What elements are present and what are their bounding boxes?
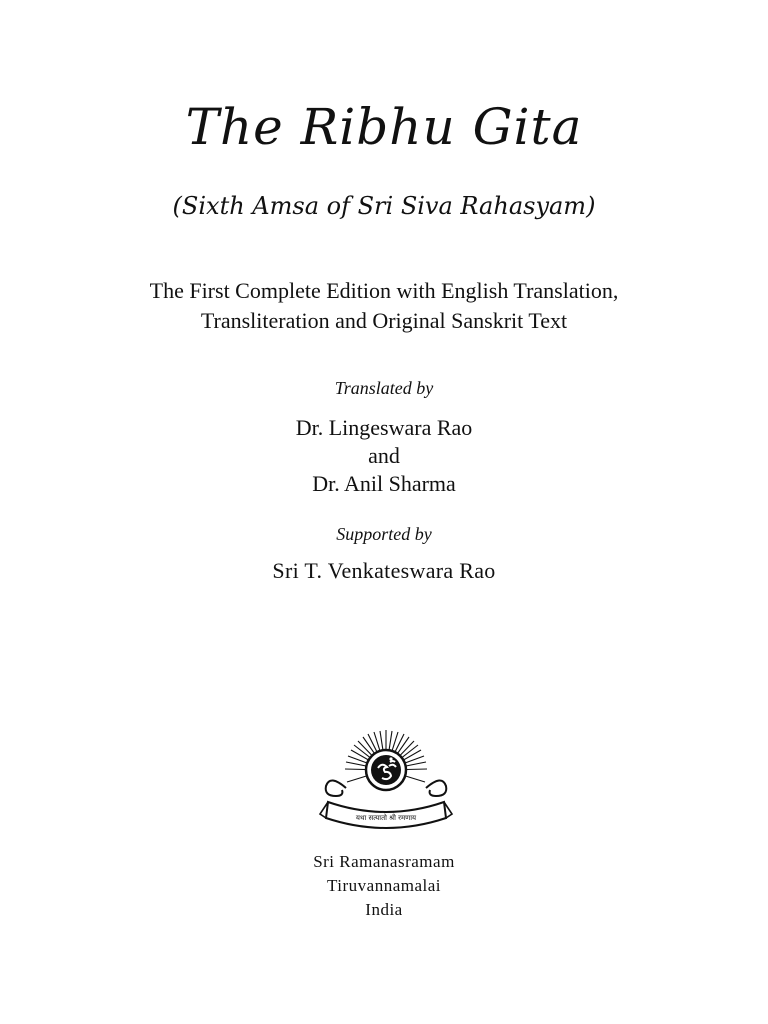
book-title: The Ribhu Gita	[185, 98, 583, 156]
publisher-city: Tiruvannamalai	[326, 876, 442, 895]
supported-by-label: Supported by	[336, 524, 432, 544]
edition-description-line: Transliteration and Original Sanskrit Text	[200, 308, 568, 333]
translated-by-label: Translated by	[334, 378, 434, 398]
emblem-inner-disc	[371, 755, 401, 785]
right-flourish	[426, 780, 446, 796]
translator-name: Dr. Lingeswara Rao	[295, 415, 473, 440]
translators	[0, 414, 768, 498]
edition-description-line: The First Complete Edition with English Translation,	[149, 278, 619, 303]
supporter-name: Sri T. Venkateswara Rao	[272, 558, 496, 583]
om-sunburst-emblem-icon	[316, 724, 456, 836]
publisher-country: India	[365, 900, 403, 919]
translator-name: Dr. Anil Sharma	[312, 471, 456, 496]
translator-conjunction: and	[368, 443, 400, 468]
publisher-block	[0, 850, 768, 922]
publisher-name: Sri Ramanasramam	[313, 852, 455, 871]
book-subtitle: (Sixth Amsa of Sri Siva Rahasyam)	[172, 192, 596, 220]
emblem-banner-text: यथा सत्यातो श्री रमणाय	[355, 814, 417, 822]
edition-description	[0, 276, 768, 336]
left-flourish	[326, 780, 346, 796]
